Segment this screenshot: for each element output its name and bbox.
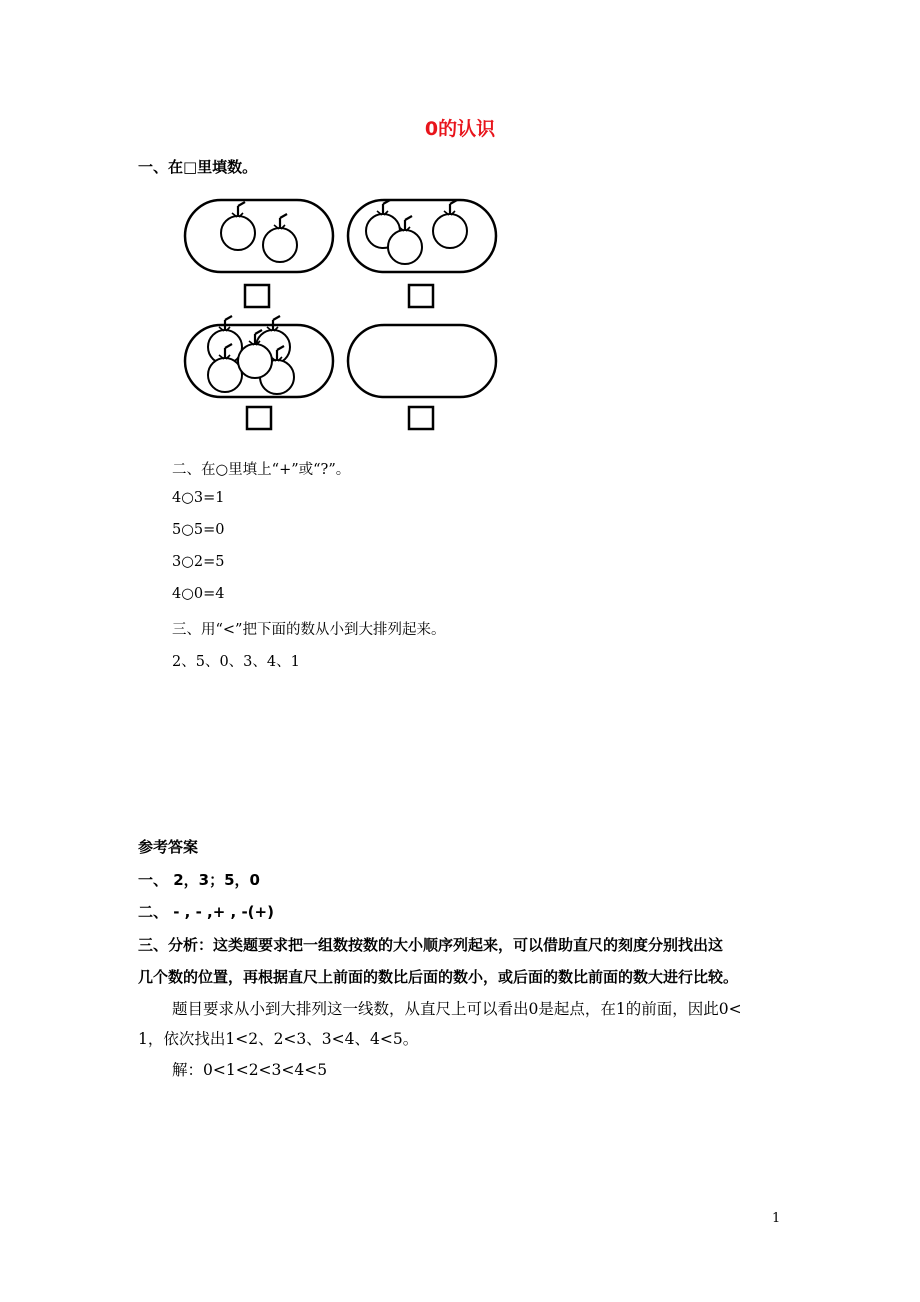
page-title: 0的认识 [424, 118, 496, 140]
apple-icon [263, 214, 297, 262]
container-1 [185, 200, 333, 272]
section2-heading: 二、在○里填上“+”或“?”。 [172, 462, 351, 478]
container-4 [348, 325, 496, 397]
analysis-line-2: 1，依次找出1<2、2<3、3<4、4<5。 [138, 1030, 419, 1048]
equation-2: 5○5=0 [172, 522, 225, 538]
equation-3: 3○2=5 [172, 554, 225, 570]
answer-box-3[interactable] [247, 407, 271, 429]
section1-heading: 一、在□里填数。 [138, 158, 258, 176]
apple-icon [433, 200, 467, 248]
section3-numbers: 2、5、0、3、4、1 [172, 654, 300, 670]
answer-2: 二、 - , - ,+ , -(+) [138, 903, 274, 921]
apple-counting-figure [180, 195, 510, 455]
answers-heading: 参考答案 [138, 838, 199, 856]
analysis-line-1: 题目要求从小到大排列这一线数，从直尺上可以看出0是起点，在1的前面，因此0< [172, 1000, 742, 1018]
answer-box-4[interactable] [409, 407, 433, 429]
answer-box-1[interactable] [245, 285, 269, 307]
solution: 解：0<1<2<3<4<5 [172, 1061, 328, 1079]
container-2 [348, 200, 496, 272]
container-3 [185, 316, 333, 397]
section3-heading: 三、用“<”把下面的数从小到大排列起来。 [172, 622, 446, 638]
answer-1: 一、 2，3；5，0 [138, 871, 260, 889]
equation-1: 4○3=1 [172, 490, 225, 506]
page-number: 1 [772, 1211, 781, 1226]
answer-3-line-1: 三、分析：这类题要求把一组数按数的大小顺序列起来，可以借助直尺的刻度分别找出这 [138, 936, 724, 954]
apple-icon [221, 202, 255, 250]
answer-3-line-2: 几个数的位置，再根据直尺上前面的数比后面的数小，或后面的数比前面的数大进行比较。 [138, 968, 739, 986]
answer-box-2[interactable] [409, 285, 433, 307]
equation-4: 4○0=4 [172, 586, 225, 602]
